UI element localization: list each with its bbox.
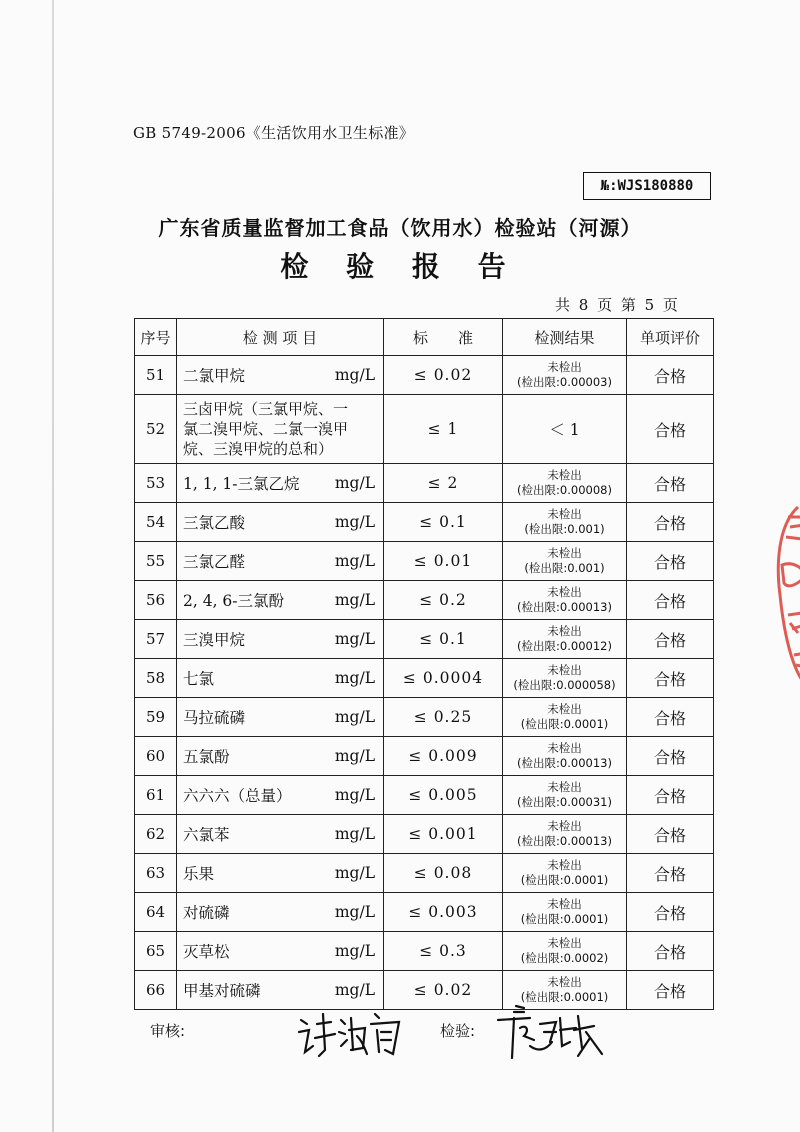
cell-result bbox=[503, 659, 627, 698]
cell-evaluation: 合格 bbox=[627, 971, 714, 1010]
cell-result bbox=[503, 464, 627, 503]
item-unit: mg/L bbox=[334, 981, 375, 999]
item-unit: mg/L bbox=[334, 708, 375, 726]
item-name: 六六六（总量） bbox=[183, 787, 292, 805]
item-unit: mg/L bbox=[334, 786, 375, 804]
item-name: 三氯乙酸 bbox=[183, 514, 246, 532]
result-value: ＜ 1 bbox=[549, 421, 580, 439]
cell-evaluation: 合格 bbox=[627, 932, 714, 971]
cell-result bbox=[503, 932, 627, 971]
cell-item bbox=[177, 971, 384, 1010]
cell-standard: ≤ 1 bbox=[384, 395, 503, 464]
cell-evaluation: 合格 bbox=[627, 698, 714, 737]
result-not-detected: 未检出 bbox=[547, 585, 582, 599]
cell-no: 62 bbox=[135, 815, 177, 854]
item-name: 马拉硫磷 bbox=[183, 709, 246, 727]
item-unit: mg/L bbox=[334, 591, 375, 609]
result-detection-limit: (检出限:0.0001) bbox=[520, 990, 609, 1004]
cell-item bbox=[177, 464, 384, 503]
cell-standard: ≤ 0.02 bbox=[384, 356, 503, 395]
cell-evaluation: 合格 bbox=[627, 356, 714, 395]
table-row bbox=[135, 971, 714, 1010]
result-detection-limit: (检出限:0.00003) bbox=[517, 375, 612, 389]
inspect-signature-image bbox=[490, 1002, 610, 1064]
cell-standard: ≤ 0.1 bbox=[384, 620, 503, 659]
table-row bbox=[135, 581, 714, 620]
cell-item bbox=[177, 503, 384, 542]
item-name-line: 氯二溴甲烷、二氯一溴甲 bbox=[183, 420, 349, 438]
cell-evaluation: 合格 bbox=[627, 815, 714, 854]
cell-standard: ≤ 0.001 bbox=[384, 815, 503, 854]
item-unit: mg/L bbox=[334, 552, 375, 570]
table-row bbox=[135, 620, 714, 659]
table-header-row bbox=[135, 319, 714, 356]
cell-item bbox=[177, 893, 384, 932]
table-row bbox=[135, 395, 714, 464]
cell-item bbox=[177, 932, 384, 971]
item-name: 对硫磷 bbox=[183, 904, 230, 922]
cell-result bbox=[503, 542, 627, 581]
cell-result bbox=[503, 356, 627, 395]
report-number-box: №:WJS180880 bbox=[583, 172, 711, 200]
item-name: 2, 4, 6-三氯酚 bbox=[183, 592, 285, 610]
cell-standard: ≤ 0.02 bbox=[384, 971, 503, 1010]
result-detection-limit: (检出限:0.00031) bbox=[517, 795, 612, 809]
cell-result bbox=[503, 581, 627, 620]
result-detection-limit: (检出限:0.000058) bbox=[513, 678, 616, 692]
cell-no: 55 bbox=[135, 542, 177, 581]
table-row bbox=[135, 815, 714, 854]
cell-standard: ≤ 0.005 bbox=[384, 776, 503, 815]
header-item: 检 测 项 目 bbox=[177, 319, 384, 356]
cell-item bbox=[177, 776, 384, 815]
cell-result bbox=[503, 737, 627, 776]
cell-result bbox=[503, 698, 627, 737]
result-not-detected: 未检出 bbox=[547, 663, 582, 677]
cell-standard: ≤ 0.3 bbox=[384, 932, 503, 971]
table-row bbox=[135, 737, 714, 776]
report-title: 检 验 报 告 bbox=[280, 250, 520, 283]
item-unit: mg/L bbox=[334, 513, 375, 531]
review-signature-image bbox=[295, 1010, 410, 1060]
cell-result bbox=[503, 815, 627, 854]
cell-evaluation: 合格 bbox=[627, 581, 714, 620]
cell-result bbox=[503, 620, 627, 659]
cell-no: 56 bbox=[135, 581, 177, 620]
cell-item bbox=[177, 698, 384, 737]
item-unit: mg/L bbox=[334, 366, 375, 384]
table-body bbox=[135, 356, 714, 1010]
cell-standard: ≤ 0.2 bbox=[384, 581, 503, 620]
result-not-detected: 未检出 bbox=[547, 546, 582, 560]
table-row bbox=[135, 776, 714, 815]
cell-evaluation: 合格 bbox=[627, 503, 714, 542]
item-name-line: 三卤甲烷（三氯甲烷、一 bbox=[183, 400, 349, 418]
result-not-detected: 未检出 bbox=[547, 975, 582, 989]
result-detection-limit: (检出限:0.00013) bbox=[517, 756, 612, 770]
cell-item bbox=[177, 737, 384, 776]
result-not-detected: 未检出 bbox=[547, 858, 582, 872]
item-name: 七氯 bbox=[183, 670, 215, 688]
cell-evaluation: 合格 bbox=[627, 776, 714, 815]
header-evaluation: 单项评价 bbox=[627, 319, 714, 356]
table-row bbox=[135, 659, 714, 698]
signature-row bbox=[150, 1016, 710, 1076]
review-label: 审核: bbox=[150, 1022, 186, 1040]
result-detection-limit: (检出限:0.001) bbox=[524, 522, 605, 536]
cell-evaluation: 合格 bbox=[627, 893, 714, 932]
result-not-detected: 未检出 bbox=[547, 897, 582, 911]
red-seal-edge bbox=[768, 505, 800, 680]
organization-name: 广东省质量监督加工食品（饮用水）检验站（河源） bbox=[158, 216, 642, 240]
item-name: 二氯甲烷 bbox=[183, 367, 246, 385]
standard-reference: GB 5749-2006《生活饮用水卫生标准》 bbox=[133, 124, 415, 142]
cell-result bbox=[503, 395, 627, 464]
result-not-detected: 未检出 bbox=[547, 780, 582, 794]
cell-no: 54 bbox=[135, 503, 177, 542]
item-name-line: 烷、三溴甲烷的总和） bbox=[183, 440, 334, 458]
cell-result bbox=[503, 854, 627, 893]
table-row bbox=[135, 854, 714, 893]
cell-no: 53 bbox=[135, 464, 177, 503]
cell-no: 60 bbox=[135, 737, 177, 776]
item-unit: mg/L bbox=[334, 942, 375, 960]
page-fold-line bbox=[52, 0, 54, 1132]
cell-result bbox=[503, 776, 627, 815]
cell-evaluation: 合格 bbox=[627, 542, 714, 581]
table-row bbox=[135, 464, 714, 503]
header-result: 检测结果 bbox=[503, 319, 627, 356]
table-row bbox=[135, 356, 714, 395]
result-not-detected: 未检出 bbox=[547, 936, 582, 950]
item-name: 乐果 bbox=[183, 865, 215, 883]
cell-no: 58 bbox=[135, 659, 177, 698]
item-unit: mg/L bbox=[334, 825, 375, 843]
result-not-detected: 未检出 bbox=[547, 507, 582, 521]
result-detection-limit: (检出限:0.00013) bbox=[517, 600, 612, 614]
item-unit: mg/L bbox=[334, 864, 375, 882]
table-row bbox=[135, 893, 714, 932]
cell-standard: ≤ 0.08 bbox=[384, 854, 503, 893]
cell-item bbox=[177, 659, 384, 698]
cell-evaluation: 合格 bbox=[627, 659, 714, 698]
cell-item bbox=[177, 581, 384, 620]
cell-evaluation: 合格 bbox=[627, 464, 714, 503]
cell-standard: ≤ 0.003 bbox=[384, 893, 503, 932]
result-detection-limit: (检出限:0.0001) bbox=[520, 873, 609, 887]
result-not-detected: 未检出 bbox=[547, 741, 582, 755]
cell-item bbox=[177, 854, 384, 893]
item-name: 三氯乙醛 bbox=[183, 553, 246, 571]
item-name-multiline bbox=[183, 399, 348, 459]
result-not-detected: 未检出 bbox=[547, 819, 582, 833]
cell-result bbox=[503, 503, 627, 542]
cell-item bbox=[177, 542, 384, 581]
cell-no: 64 bbox=[135, 893, 177, 932]
cell-evaluation: 合格 bbox=[627, 620, 714, 659]
header-standard: 标 准 bbox=[384, 319, 503, 356]
result-detection-limit: (检出限:0.0001) bbox=[520, 717, 609, 731]
item-name: 六氯苯 bbox=[183, 826, 230, 844]
result-not-detected: 未检出 bbox=[547, 624, 582, 638]
table-row bbox=[135, 542, 714, 581]
cell-standard: ≤ 0.01 bbox=[384, 542, 503, 581]
result-detection-limit: (检出限:0.00008) bbox=[517, 483, 612, 497]
table-row bbox=[135, 698, 714, 737]
cell-standard: ≤ 0.1 bbox=[384, 503, 503, 542]
result-detection-limit: (检出限:0.001) bbox=[524, 561, 605, 575]
item-unit: mg/L bbox=[334, 669, 375, 687]
cell-result bbox=[503, 893, 627, 932]
cell-no: 63 bbox=[135, 854, 177, 893]
item-name: 灭草松 bbox=[183, 943, 230, 961]
result-detection-limit: (检出限:0.00012) bbox=[517, 639, 612, 653]
item-unit: mg/L bbox=[334, 474, 375, 492]
cell-no: 57 bbox=[135, 620, 177, 659]
cell-item bbox=[177, 815, 384, 854]
item-unit: mg/L bbox=[334, 747, 375, 765]
cell-no: 51 bbox=[135, 356, 177, 395]
cell-evaluation: 合格 bbox=[627, 395, 714, 464]
cell-item bbox=[177, 395, 384, 464]
item-name: 1, 1, 1-三氯乙烷 bbox=[183, 475, 300, 493]
cell-item bbox=[177, 620, 384, 659]
cell-standard: ≤ 0.25 bbox=[384, 698, 503, 737]
result-not-detected: 未检出 bbox=[547, 702, 582, 716]
cell-evaluation: 合格 bbox=[627, 854, 714, 893]
cell-no: 65 bbox=[135, 932, 177, 971]
cell-no: 59 bbox=[135, 698, 177, 737]
item-unit: mg/L bbox=[334, 630, 375, 648]
result-detection-limit: (检出限:0.0001) bbox=[520, 912, 609, 926]
cell-no: 66 bbox=[135, 971, 177, 1010]
result-detection-limit: (检出限:0.0002) bbox=[520, 951, 609, 965]
cell-no: 61 bbox=[135, 776, 177, 815]
item-name: 五氯酚 bbox=[183, 748, 230, 766]
page-indicator: 共 8 页 第 5 页 bbox=[555, 296, 680, 314]
item-name: 甲基对硫磷 bbox=[183, 982, 261, 1000]
table-row bbox=[135, 503, 714, 542]
result-detection-limit: (检出限:0.00013) bbox=[517, 834, 612, 848]
result-not-detected: 未检出 bbox=[547, 360, 582, 374]
inspect-label: 检验: bbox=[440, 1022, 476, 1040]
cell-standard: ≤ 0.0004 bbox=[384, 659, 503, 698]
cell-standard: ≤ 2 bbox=[384, 464, 503, 503]
table-row bbox=[135, 932, 714, 971]
result-not-detected: 未检出 bbox=[547, 468, 582, 482]
item-unit: mg/L bbox=[334, 903, 375, 921]
cell-item bbox=[177, 356, 384, 395]
cell-evaluation: 合格 bbox=[627, 737, 714, 776]
item-name: 三溴甲烷 bbox=[183, 631, 246, 649]
header-no: 序号 bbox=[135, 319, 177, 356]
cell-standard: ≤ 0.009 bbox=[384, 737, 503, 776]
cell-no: 52 bbox=[135, 395, 177, 464]
result-table bbox=[134, 318, 714, 1010]
